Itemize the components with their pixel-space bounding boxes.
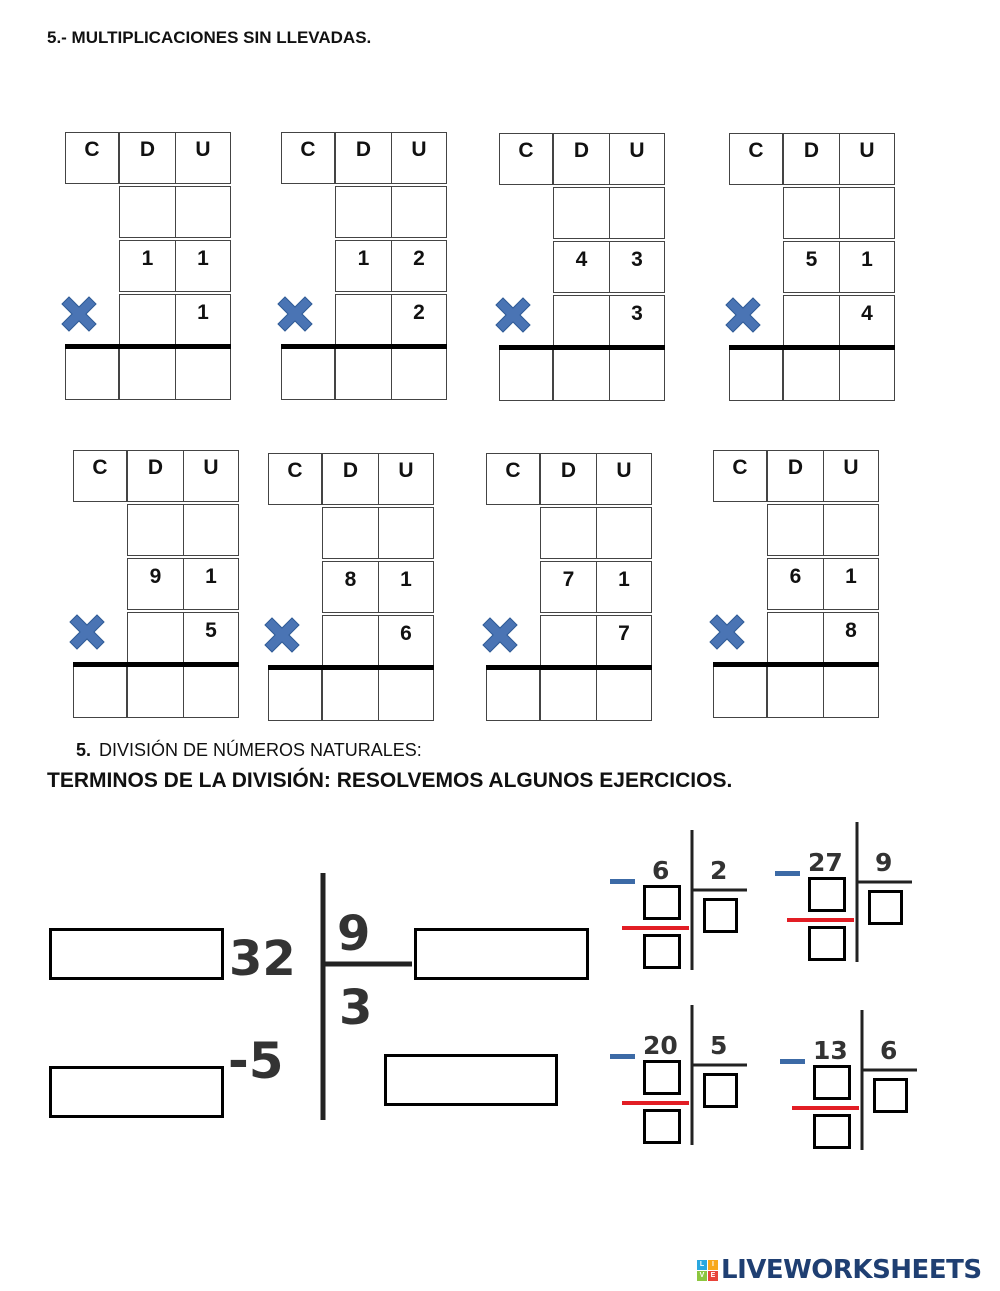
small-divisor: 9 bbox=[875, 848, 893, 877]
liveworksheets-logo bbox=[697, 1255, 982, 1285]
column-header: D bbox=[335, 132, 392, 184]
small-division-lines bbox=[610, 1005, 755, 1155]
multiplicand-digit: 7 bbox=[540, 561, 597, 613]
small-division-lines bbox=[610, 830, 755, 980]
column-header: C bbox=[281, 132, 335, 184]
section-title-multiplication: 5.- MULTIPLICACIONES SIN LLEVADAS. bbox=[47, 28, 372, 47]
big-subtraction: -5 bbox=[228, 1032, 284, 1090]
column-header: U bbox=[175, 132, 231, 184]
small-division bbox=[780, 1010, 925, 1160]
big-dividend: 32 bbox=[229, 931, 296, 987]
multiplicand-digit: 1 bbox=[839, 241, 895, 293]
multiplier-digit: 1 bbox=[175, 294, 231, 346]
column-header: D bbox=[553, 133, 610, 185]
column-header: C bbox=[713, 450, 767, 502]
multiplicand-digit: 1 bbox=[335, 240, 392, 292]
column-header: U bbox=[391, 132, 447, 184]
column-header: D bbox=[322, 453, 379, 505]
small-divisor: 6 bbox=[880, 1036, 898, 1065]
small-divisor: 2 bbox=[710, 856, 728, 885]
minus-icon bbox=[610, 1054, 635, 1059]
multiplicand-digit: 1 bbox=[175, 240, 231, 292]
section-number: 5. bbox=[76, 740, 92, 760]
multiplicand-digit: 1 bbox=[596, 561, 652, 613]
big-divisor: 9 bbox=[337, 906, 371, 962]
small-dividend: 6 bbox=[652, 856, 670, 885]
multiplier-digit: 5 bbox=[183, 612, 239, 664]
column-header: D bbox=[127, 450, 184, 502]
logo-squares-icon: L I V E bbox=[697, 1260, 718, 1281]
column-header: U bbox=[596, 453, 652, 505]
column-header: U bbox=[609, 133, 665, 185]
column-header: U bbox=[823, 450, 879, 502]
column-header: D bbox=[767, 450, 824, 502]
multiplicand-digit: 4 bbox=[553, 241, 610, 293]
column-header: D bbox=[783, 133, 840, 185]
multiplicand-digit: 3 bbox=[609, 241, 665, 293]
small-divisor: 5 bbox=[710, 1031, 728, 1060]
small-division bbox=[775, 822, 920, 972]
red-underline bbox=[622, 1101, 689, 1105]
column-header: D bbox=[119, 132, 176, 184]
small-division bbox=[610, 1005, 755, 1155]
small-dividend: 27 bbox=[808, 848, 843, 877]
column-header: C bbox=[729, 133, 783, 185]
column-header: C bbox=[73, 450, 127, 502]
section-subtitle-division: TERMINOS DE LA DIVISIÓN: RESOLVEMOS ALGUNOS EJERCICIOS. bbox=[47, 769, 733, 792]
red-underline bbox=[787, 918, 854, 922]
multiplicand-digit: 5 bbox=[783, 241, 840, 293]
multiplier-digit: 4 bbox=[839, 295, 895, 347]
multiplicand-digit: 6 bbox=[767, 558, 824, 610]
column-header: C bbox=[486, 453, 540, 505]
multiplier-digit: 3 bbox=[609, 295, 665, 347]
column-header: C bbox=[268, 453, 322, 505]
small-dividend: 20 bbox=[643, 1031, 678, 1060]
red-underline bbox=[792, 1106, 859, 1110]
multiplicand-digit: 1 bbox=[183, 558, 239, 610]
multiplicand-digit: 1 bbox=[119, 240, 176, 292]
minus-icon bbox=[775, 871, 800, 876]
multiplicand-digit: 1 bbox=[378, 561, 434, 613]
logo-text: LIVEWORKSHEETS bbox=[721, 1255, 982, 1285]
minus-icon bbox=[610, 879, 635, 884]
multiplicand-digit: 9 bbox=[127, 558, 184, 610]
big-quotient: 3 bbox=[339, 980, 373, 1036]
small-division bbox=[610, 830, 755, 980]
minus-icon bbox=[780, 1059, 805, 1064]
multiplier-digit: 6 bbox=[378, 615, 434, 667]
small-division-lines bbox=[775, 822, 920, 972]
column-header: U bbox=[839, 133, 895, 185]
small-dividend: 13 bbox=[813, 1036, 848, 1065]
column-header: C bbox=[499, 133, 553, 185]
column-header: C bbox=[65, 132, 119, 184]
red-underline bbox=[622, 926, 689, 930]
multiplier-digit: 2 bbox=[391, 294, 447, 346]
multiplicand-digit: 1 bbox=[823, 558, 879, 610]
column-header: U bbox=[183, 450, 239, 502]
column-header: D bbox=[540, 453, 597, 505]
multiplicand-digit: 2 bbox=[391, 240, 447, 292]
small-division-lines bbox=[780, 1010, 925, 1160]
multiplier-digit: 7 bbox=[596, 615, 652, 667]
multiplicand-digit: 8 bbox=[322, 561, 379, 613]
section-title-division-text: DIVISIÓN DE NÚMEROS NATURALES: bbox=[99, 740, 422, 760]
column-header: U bbox=[378, 453, 434, 505]
multiplier-digit: 8 bbox=[823, 612, 879, 664]
